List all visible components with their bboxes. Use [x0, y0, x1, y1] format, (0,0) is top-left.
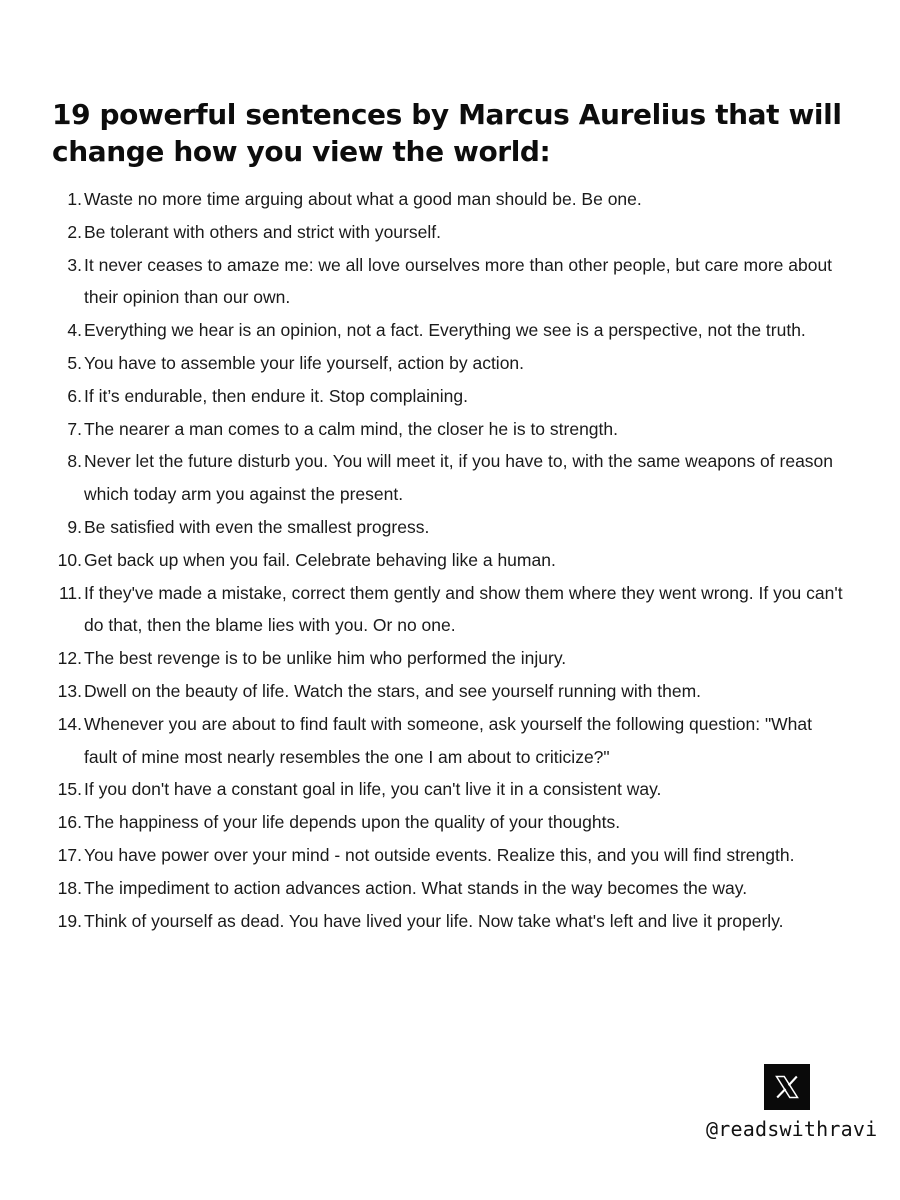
- quote-number: 7.: [67, 418, 82, 439]
- quote-item: [0, 642, 844, 675]
- quote-text: It never ceases to amaze me: we all love ourselves more than other people, but care more about their opinion than our own.: [84, 254, 833, 308]
- quote-text: The impediment to action advances action. What stands in the way becomes the way.: [84, 877, 748, 898]
- quote-item: [0, 839, 844, 872]
- quote-item: [0, 511, 844, 544]
- quote-text: The best revenge is to be unlike him who performed the injury.: [84, 648, 567, 669]
- quote-text: If they've made a mistake, correct them gently and show them where they went wrong. If you can't do that, then the blame lies with you. Or no one.: [84, 582, 843, 636]
- quote-text: The nearer a man comes to a calm mind, the closer he is to strength.: [84, 418, 618, 439]
- author-handle[interactable]: @readswithravi: [706, 1117, 878, 1141]
- quote-number: 17.: [57, 844, 82, 865]
- x-logo-icon: [773, 1073, 801, 1101]
- quote-text: You have to assemble your life yourself, action by action.: [84, 352, 525, 373]
- quote-text: Dwell on the beauty of life. Watch the stars, and see yourself running with them.: [84, 680, 702, 701]
- quote-text: Waste no more time arguing about what a good man should be. Be one.: [84, 189, 642, 209]
- quote-text: Whenever you are about to find fault with someone, ask yourself the following question: "What fault of mine most nearly resembles the one I am about to criticize?": [84, 713, 813, 767]
- quote-text: Think of yourself as dead. You have lived your life. Now take what's left and live it properly.: [84, 910, 784, 931]
- quote-number: 15.: [57, 779, 82, 800]
- quote-item: [0, 577, 844, 643]
- quote-number: 2.: [67, 221, 82, 242]
- quote-item: [0, 314, 844, 347]
- quote-number: 4.: [67, 320, 82, 341]
- quote-number: 16.: [57, 812, 82, 833]
- quote-item: [0, 183, 844, 216]
- quote-item: [0, 445, 844, 511]
- quote-number: 1.: [67, 189, 82, 209]
- quote-item: [0, 347, 844, 380]
- quote-item: [0, 544, 844, 577]
- quote-number: 11.: [58, 582, 82, 603]
- page-title: 19 powerful sentences by Marcus Aurelius that will change how you view the world:: [52, 98, 842, 168]
- quote-item: [0, 905, 844, 938]
- quote-text: Never let the future disturb you. You will meet it, if you have to, with the same weapons of reason which today arm you against the present.: [84, 451, 834, 505]
- quote-number: 8.: [67, 451, 82, 472]
- quote-number: 12.: [57, 648, 82, 669]
- quote-item: [0, 708, 844, 774]
- quote-item: [0, 806, 844, 839]
- quote-number: 13.: [57, 680, 82, 701]
- quote-text: If it’s endurable, then endure it. Stop complaining.: [84, 385, 468, 406]
- quote-list: [0, 183, 900, 937]
- quote-text: Be satisfied with even the smallest progress.: [84, 516, 430, 537]
- quote-item: [0, 413, 844, 446]
- quote-item: [0, 380, 844, 413]
- quote-number: 10.: [57, 549, 82, 570]
- quote-text: The happiness of your life depends upon the quality of your thoughts.: [84, 812, 621, 833]
- quote-number: 14.: [57, 713, 82, 734]
- quote-item: [0, 675, 844, 708]
- quote-text: Get back up when you fail. Celebrate behaving like a human.: [84, 549, 556, 570]
- quote-number: 9.: [67, 516, 82, 537]
- quote-text: Be tolerant with others and strict with yourself.: [84, 221, 441, 242]
- quote-item: [0, 249, 844, 315]
- quote-number: 6.: [67, 385, 82, 406]
- quote-text: If you don't have a constant goal in life, you can't live it in a consistent way.: [84, 779, 662, 800]
- quote-number: 3.: [67, 254, 82, 275]
- quote-number: 19.: [57, 910, 82, 931]
- quote-item: [0, 216, 844, 249]
- quote-text: Everything we hear is an opinion, not a fact. Everything we see is a perspective, not the truth.: [84, 320, 806, 341]
- quote-item: [0, 872, 844, 905]
- quote-text: You have power over your mind - not outside events. Realize this, and you will find strength.: [84, 844, 795, 865]
- x-logo-badge[interactable]: [764, 1064, 810, 1110]
- quote-number: 18.: [57, 877, 82, 898]
- quote-item: [0, 773, 844, 806]
- quote-number: 5.: [67, 352, 82, 373]
